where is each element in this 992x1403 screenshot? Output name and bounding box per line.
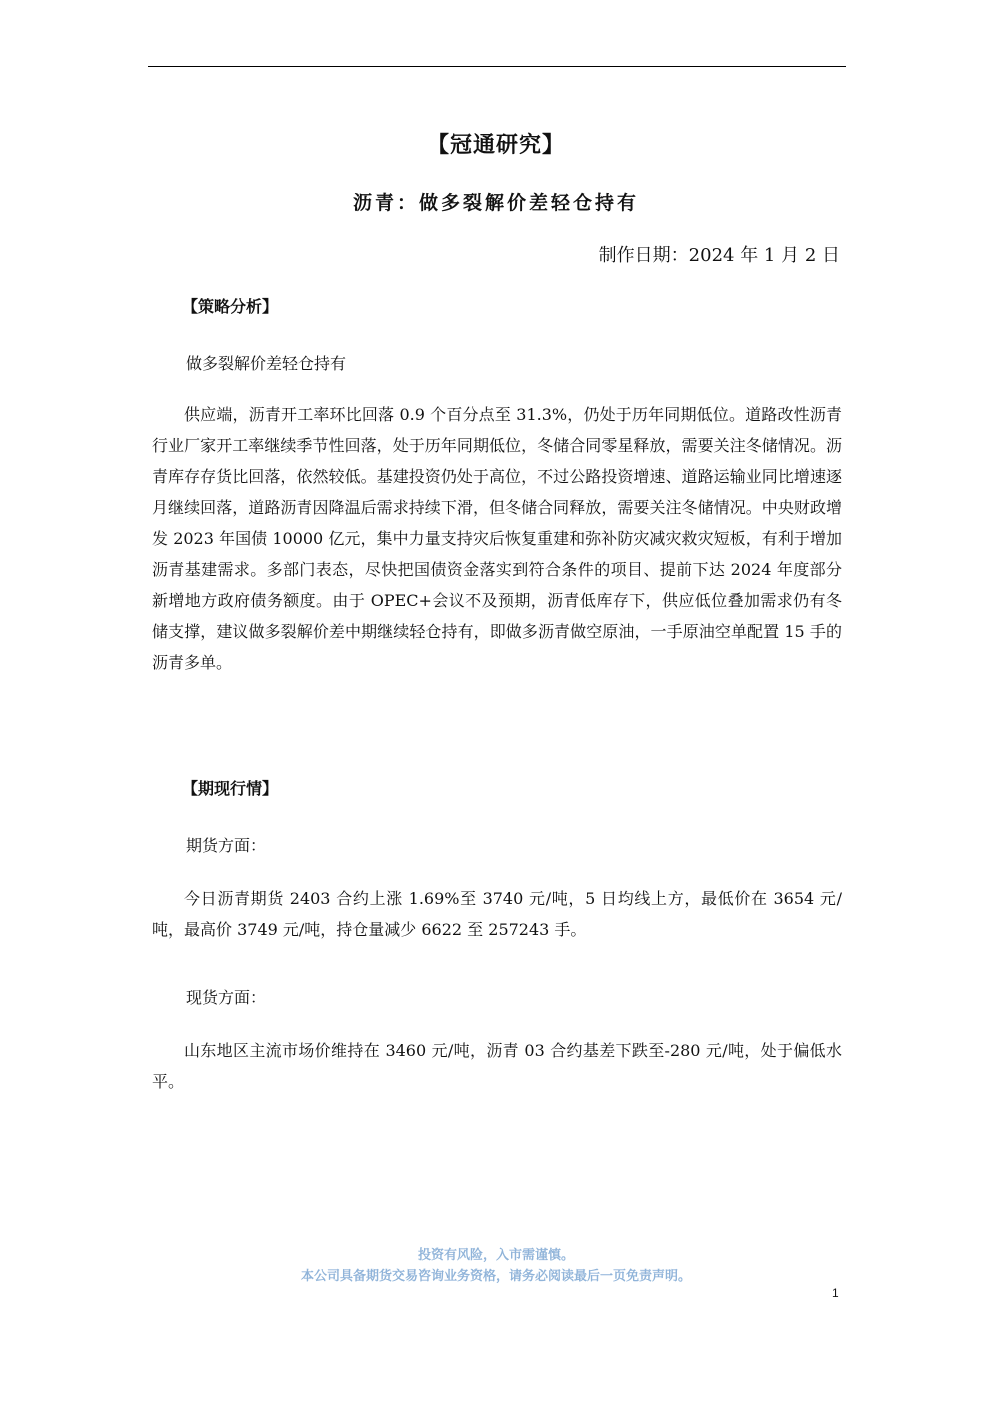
strategy-heading: 【策略分析】 (182, 297, 279, 316)
header-rule (148, 66, 846, 67)
spot-label: 现货方面： (186, 988, 267, 1007)
strategy-body: 供应端，沥青开工率环比回落 0.9 个百分点至 31.3%，仍处于历年同期低位。道路改性沥青行业厂家开工率继续季节性回落，处于历年同期低位，冬储合同零星释放，需要关注冬储情况。沥青库存存货比回落，依然较低。基建投资仍处于高位，不过公路投资增速、道路运输业同比增速逐月继续回落，道路沥青因降温后需求持续下滑，但冬储合同释放，需要关注冬储情况。中央财政增发 2023 年国债 10000 亿元，集中力量支持灾后恢复重建和弥补防灾减灾救灾短板，有利于增加沥青基建需求。多部门表态，尽快把国债资金落实到符合条件的项目、提前下达 2024 年度部分新增地方政府债务额度。由于 OPEC+会议不及预期，沥青低库存下，供应低位叠加需求仍有冬储支撑，建议做多裂解价差中期继续轻仓持有，即做多沥青做空原油，一手原油空单配置 15 手的沥青多单。 (152, 405, 842, 672)
risk-notice: 投资有风险，入市需谨慎。 (417, 1248, 574, 1263)
document-title: 沥青：做多裂解价差轻仓持有 (352, 192, 639, 214)
brand-title: 【冠通研究】 (426, 132, 565, 158)
spot-body: 山东地区主流市场价维持在 3460 元/吨，沥青 03 合约基差下跌至-280 元/吨，处于偏低水平。 (152, 1041, 842, 1091)
strategy-summary: 做多裂解价差轻仓持有 (186, 354, 347, 373)
qualification-disclaimer: 本公司具备期货交易咨询业务资格，请务必阅读最后一页免责声明。 (300, 1269, 691, 1284)
futures-body: 今日沥青期货 2403 合约上涨 1.69%至 3740 元/吨，5 日均线上方，最低价在 3654 元/吨，最高价 3749 元/吨，持仓量减少 6622 至 257243 手。 (152, 889, 842, 939)
production-date: 制作日期：2024 年 1 月 2 日 (598, 245, 840, 266)
market-heading: 【期现行情】 (182, 779, 279, 798)
page-number: 1 (832, 1286, 839, 1300)
futures-label: 期货方面： (186, 836, 267, 855)
